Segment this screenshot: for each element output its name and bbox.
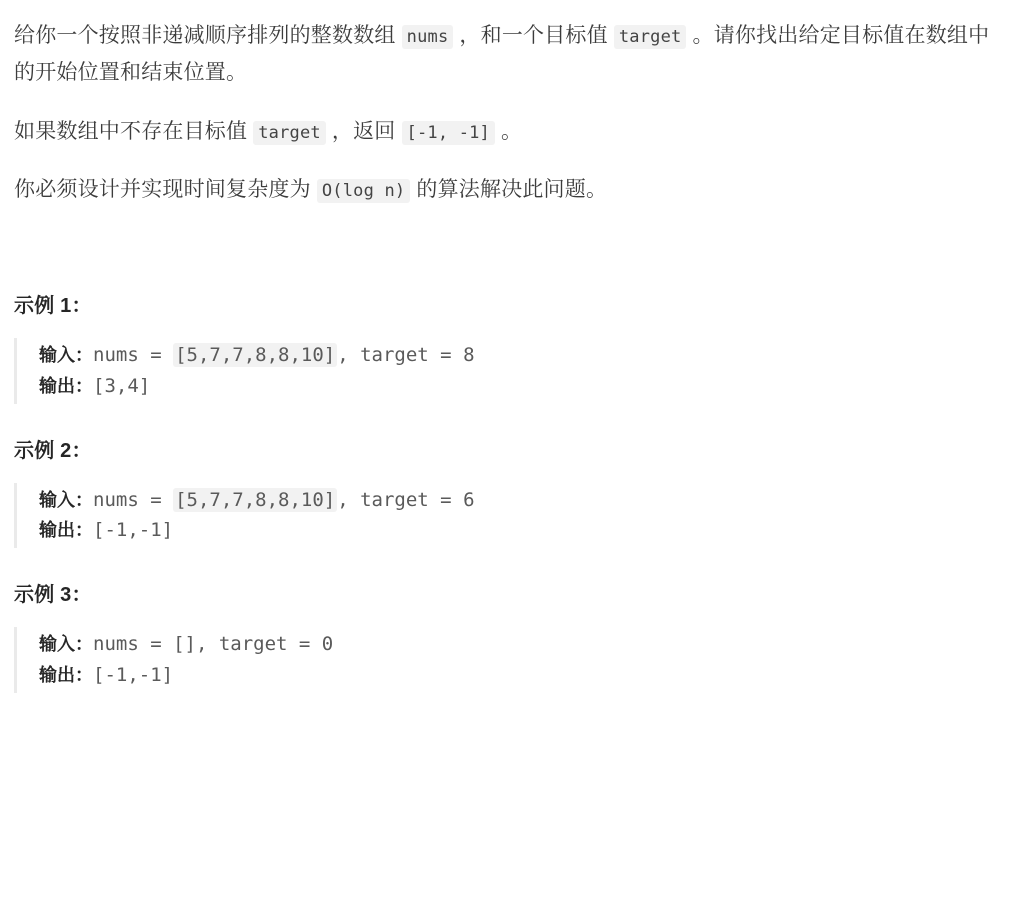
code-target-2: target <box>253 121 326 145</box>
problem-paragraph-1 <box>14 18 1004 92</box>
paragraph-1-text-1: 给你一个按照非递减顺序排列的整数数组 <box>14 24 402 47</box>
example-1-input-label: 输入： <box>39 345 93 365</box>
example-block-2 <box>14 483 1004 549</box>
example-1-input-prefix: nums = <box>93 344 174 366</box>
example-title-2: 示例 2： <box>14 439 92 462</box>
example-2-input-line <box>39 485 1004 516</box>
example-3-input-suffix: , target = 0 <box>195 633 334 656</box>
example-block-3 <box>14 627 1004 693</box>
paragraph-3-text-1: 你必须设计并实现时间复杂度为 <box>14 178 317 202</box>
example-title-1: 示例 1： <box>14 295 92 317</box>
code-target: target <box>614 25 687 49</box>
section-spacer <box>14 231 1004 289</box>
problem-paragraph-3 <box>14 172 1004 209</box>
paragraph-1-text-2: ，和一个目标值 <box>453 24 614 47</box>
example-1-output-line <box>39 371 1004 402</box>
code-negative-one-pair: [-1, -1] <box>402 121 495 145</box>
example-1-output-label: 输出： <box>39 375 93 396</box>
example-1-input-line <box>39 340 1004 371</box>
example-1-input-array: [5,7,7,8,8,10] <box>175 344 336 366</box>
code-complexity: O(log n) <box>317 179 410 203</box>
example-2-output-line <box>39 515 1004 546</box>
example-2-output-label: 输出： <box>39 520 93 541</box>
example-2-output-value: [-1,-1] <box>93 519 174 542</box>
paragraph-3-text-2: 的算法解决此问题。 <box>410 178 608 202</box>
example-1-output-value: [3,4] <box>93 374 151 397</box>
example-3-input-array: [] <box>173 633 196 656</box>
paragraph-1-text-3: 。请你找出给定目标值在数组中的开始位置和结束位置。 <box>14 24 990 84</box>
example-3-input-label: 输入： <box>39 634 93 655</box>
example-3-output-line <box>39 660 1004 691</box>
paragraph-2-text-1: 如果数组中不存在目标值 <box>14 119 254 143</box>
example-block-1 <box>14 338 1004 404</box>
example-2-input-label: 输入： <box>39 489 93 510</box>
example-title-3: 示例 3： <box>14 584 92 607</box>
example-2-input-prefix: nums = <box>93 488 174 511</box>
code-nums: nums <box>402 25 454 49</box>
example-3-output-value: [-1,-1] <box>93 663 174 686</box>
paragraph-2-text-3: 。 <box>495 119 523 143</box>
example-3-input-line <box>39 629 1004 660</box>
example-1-input-suffix: , target = 8 <box>337 344 475 366</box>
example-3-input-prefix: nums = <box>93 633 174 656</box>
example-3-output-label: 输出： <box>39 664 93 685</box>
example-2-input-array: [5,7,7,8,8,10] <box>175 488 336 511</box>
paragraph-2-text-2: ，返回 <box>325 119 402 143</box>
problem-paragraph-2 <box>14 114 1004 151</box>
example-2-input-suffix: , target = 6 <box>337 488 475 511</box>
